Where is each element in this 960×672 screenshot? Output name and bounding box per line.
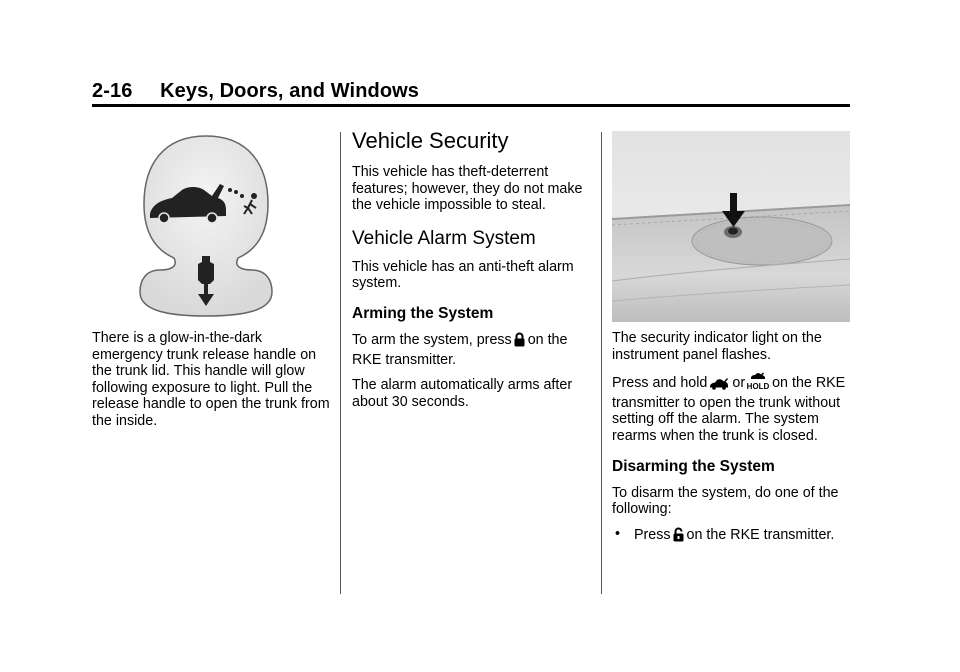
trunk-release-illustration — [138, 134, 274, 318]
auto-arm-paragraph: The alarm automatically arms after about 30 seconds. — [352, 377, 573, 410]
press-hold-paragraph — [612, 372, 854, 444]
middle-column — [352, 128, 592, 419]
press-hold-or: or — [732, 375, 746, 392]
instrument-panel-photo — [612, 131, 850, 322]
trunk-car-icon — [709, 377, 729, 395]
heading-vehicle-security: Vehicle Security — [352, 128, 509, 153]
lock-icon — [514, 332, 525, 352]
arm-paragraph — [352, 332, 592, 368]
unlock-icon — [673, 527, 684, 547]
trunk-release-paragraph: There is a glow-in-the-dark emergency trunk release handle on the trunk lid. This handle will glow following exposure to light. Pull the release handle to open the trunk from the inside. — [92, 330, 330, 429]
press-hold-before: Press and hold — [612, 375, 708, 392]
column-divider-right — [601, 132, 602, 594]
right-column — [612, 330, 854, 555]
press-hold-after: on the RKE transmitter to open the trunk without setting off the alarm. The system rearms when the trunk is closed. — [612, 375, 846, 444]
heading-alarm-system: Vehicle Alarm System — [352, 227, 536, 249]
hold-label: HOLD — [747, 382, 770, 391]
header-rule — [92, 104, 850, 107]
section-title: Keys, Doors, and Windows — [160, 80, 420, 102]
disarm-bullet-item — [612, 527, 854, 547]
left-column — [92, 330, 330, 439]
arm-text-before: To arm the system, press — [352, 331, 512, 348]
heading-arming: Arming the System — [352, 304, 494, 322]
alarm-paragraph: This vehicle has an anti-theft alarm system. — [352, 258, 574, 292]
column-divider-left — [340, 132, 341, 594]
arm-text-after: on the RKE transmitter. — [352, 331, 568, 368]
page-header — [92, 80, 419, 103]
bullet-text-after: on the RKE transmitter. — [686, 526, 835, 543]
heading-disarming: Disarming the System — [612, 457, 775, 475]
security-paragraph: This vehicle has theft-deterrent features; however, they do not make the vehicle impossible to steal. — [352, 164, 583, 214]
page-number: 2-16 — [92, 80, 133, 102]
trunk-hold-icon — [747, 372, 769, 395]
bullet-text-before: Press — [634, 526, 671, 543]
indicator-paragraph: The security indicator light on the instrument panel flashes. — [612, 330, 822, 363]
disarm-paragraph: To disarm the system, do one of the following: — [612, 484, 839, 518]
